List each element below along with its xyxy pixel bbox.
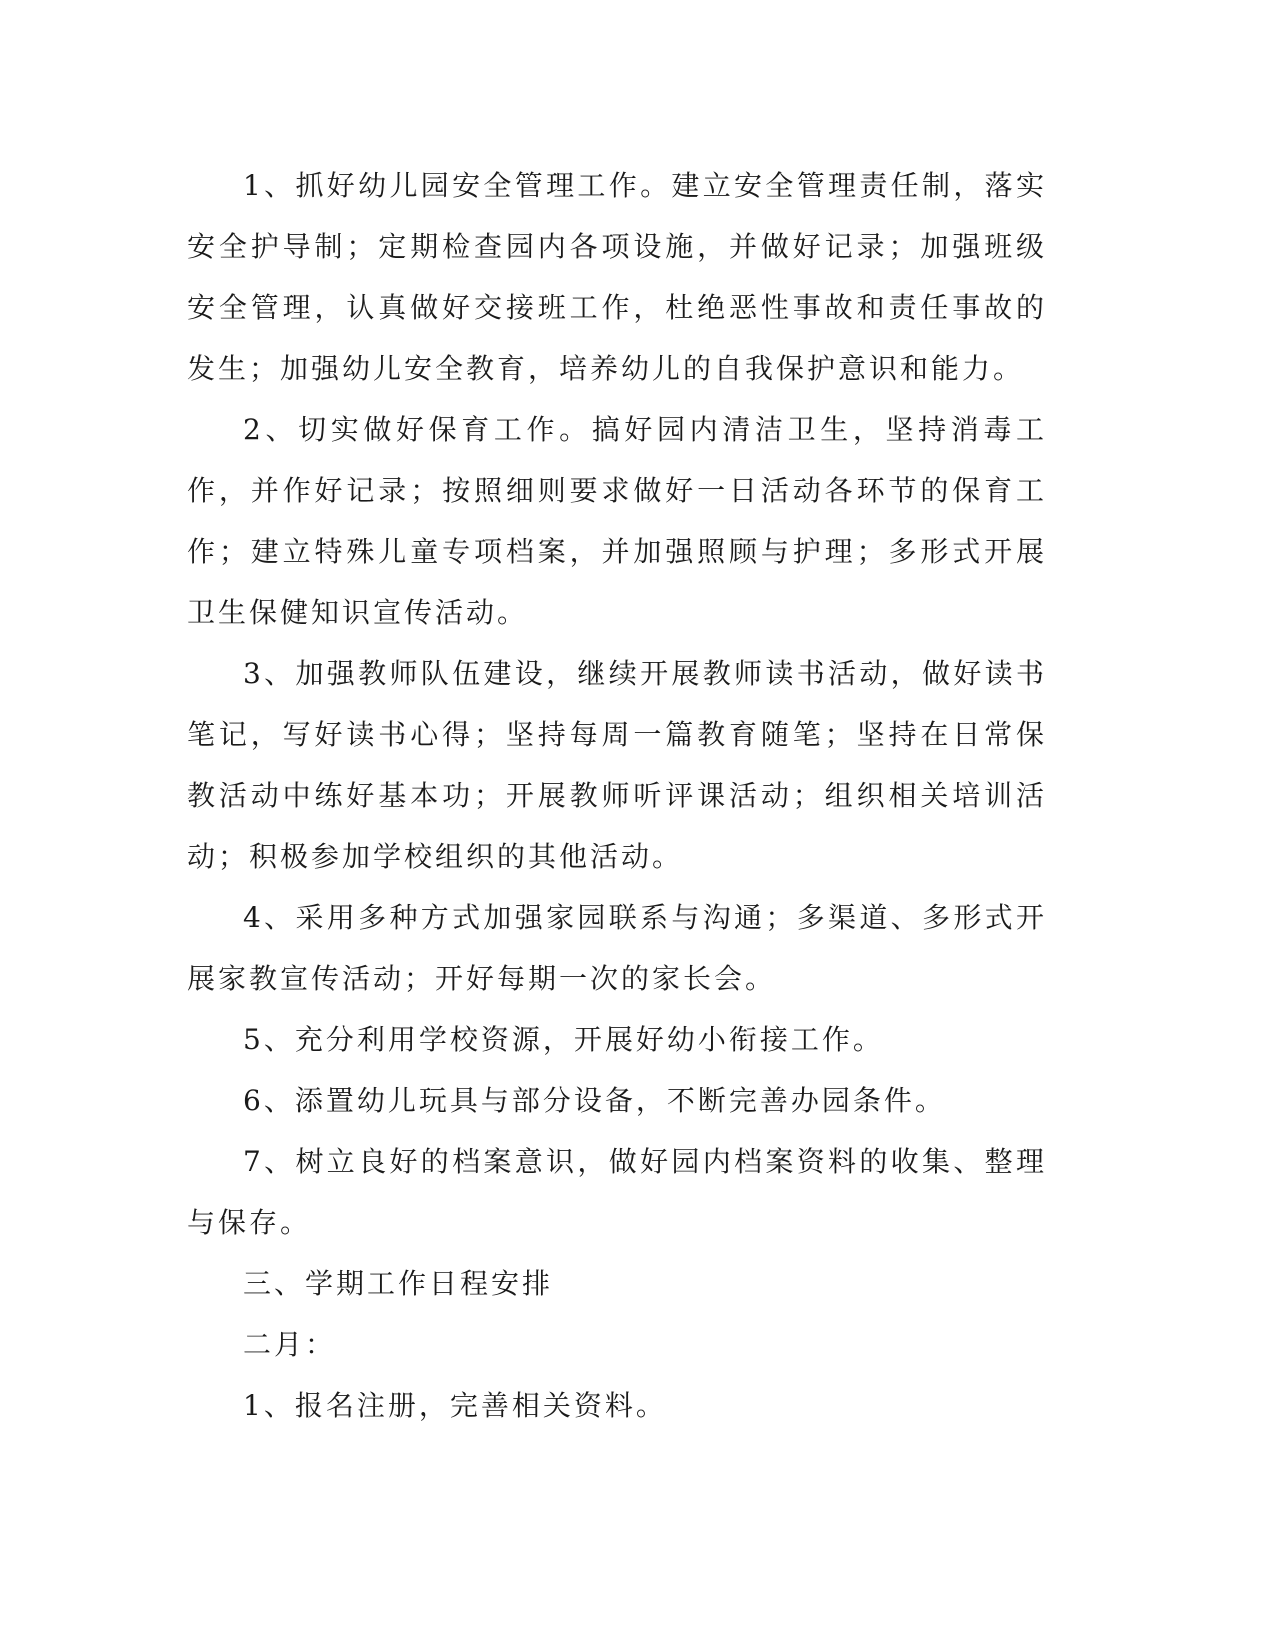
month-heading-february: 二月：: [243, 1328, 337, 1361]
section-heading-schedule: 三、学期工作日程安排: [243, 1267, 554, 1300]
paragraph-home-school-contact: 4、采用多种方式加强家园联系与沟通；多渠道、多形式开展家教宣传活动；开好每期一次的家长会。: [187, 901, 1047, 995]
paragraph-equipment: 6、添置幼儿玩具与部分设备，不断完善办园条件。: [243, 1084, 946, 1117]
paragraph-registration: 1、报名注册，完善相关资料。: [243, 1389, 667, 1422]
document-body: [187, 155, 1047, 1436]
paragraph-safety-management: 1、抓好幼儿园安全管理工作。建立安全管理责任制，落实安全护导制；定期检查园内各项设施，并做好记录；加强班级安全管理，认真做好交接班工作，杜绝恶性事故和责任事故的发生；加强幼儿安全教育，培养幼儿的自我保护意识和能力。: [187, 169, 1047, 385]
paragraph-archives: 7、树立良好的档案意识，做好园内档案资料的收集、整理与保存。: [187, 1145, 1047, 1239]
paragraph-teacher-team: 3、加强教师队伍建设，继续开展教师读书活动，做好读书笔记，写好读书心得；坚持每周一篇教育随笔；坚持在日常保教活动中练好基本功；开展教师听评课活动；组织相关培训活动；积极参加学校组织的其他活动。: [187, 657, 1047, 873]
paragraph-childcare-work: 2、切实做好保育工作。搞好园内清洁卫生，坚持消毒工作，并作好记录；按照细则要求做好一日活动各环节的保育工作；建立特殊儿童专项档案，并加强照顾与护理；多形式开展卫生保健知识宣传活动。: [187, 413, 1047, 629]
paragraph-transition-work: 5、充分利用学校资源，开展好幼小衔接工作。: [243, 1023, 884, 1056]
